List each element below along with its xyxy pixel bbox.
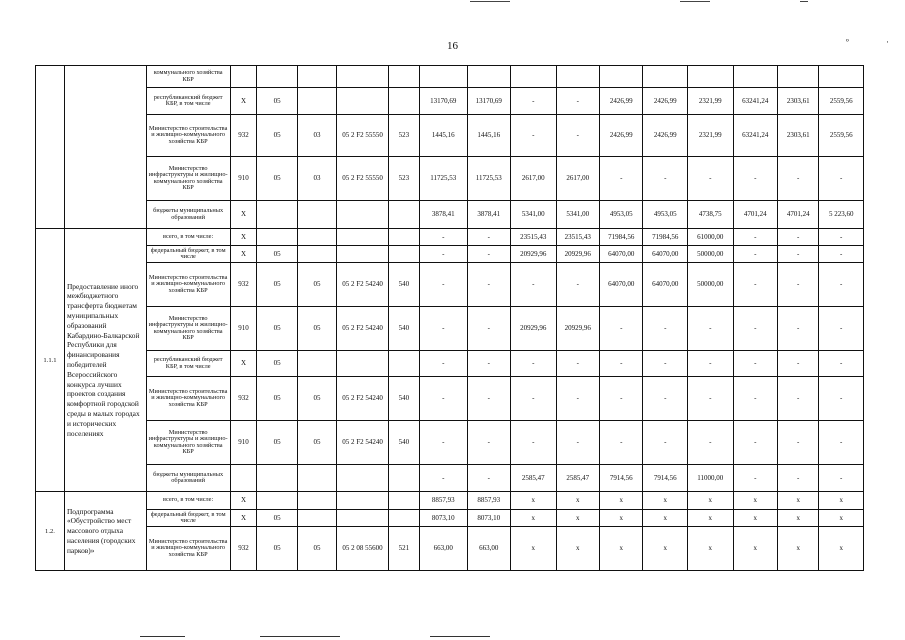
cell: - [556, 88, 599, 115]
cell: X [230, 201, 257, 229]
cell: 2426,99 [643, 115, 688, 157]
cell: 2559,56 [819, 115, 864, 157]
cell: 2303,61 [778, 115, 819, 157]
cell: - [643, 377, 688, 421]
funding-source-cell: Министерство строительства и жилищно-коммунального хозяйства КБР [146, 115, 230, 157]
funding-source-cell: Министерство строительства и жилищно-коммунального хозяйства КБР [146, 527, 230, 571]
cell: 05 2 F2 54240 [337, 377, 389, 421]
cell: 523 [388, 115, 419, 157]
cell: 8073,10 [467, 510, 510, 527]
cell [297, 351, 336, 377]
cell [337, 510, 389, 527]
cell: - [733, 377, 778, 421]
cell [297, 510, 336, 527]
cell: - [600, 421, 643, 465]
cell: - [419, 351, 467, 377]
cell: 05 2 F2 54240 [337, 307, 389, 351]
index-cell [36, 66, 65, 229]
table-row [36, 510, 864, 527]
table-row [36, 307, 864, 351]
table-row [36, 421, 864, 465]
cell: - [643, 421, 688, 465]
cell: - [511, 88, 557, 115]
cell: 20929,96 [511, 246, 557, 263]
funding-source-cell: всего, в том числе: [146, 492, 230, 510]
top-scan-rule-3 [800, 1, 808, 2]
cell: - [733, 351, 778, 377]
top-scan-rule-2 [680, 1, 710, 2]
cell: X [230, 88, 257, 115]
cell: 4701,24 [733, 201, 778, 229]
cell: - [556, 115, 599, 157]
cell: x [600, 492, 643, 510]
cell: 2426,99 [600, 115, 643, 157]
cell: - [467, 263, 510, 307]
table-row [36, 88, 864, 115]
table-row [36, 465, 864, 492]
cell: - [733, 421, 778, 465]
corner-mark: · [886, 37, 889, 47]
cell: 05 2 F2 54240 [337, 421, 389, 465]
table-body [36, 66, 864, 571]
program-name: Предоставление иного межбюджетного трансферта бюджетам муниципальных образований Кабардино-Балкарской Республики для финансирования победителей Всероссийского конкурса лучших проектов создания комфортной городской среды в малых городах и исторических поселениях [64, 229, 146, 492]
cell: x [643, 527, 688, 571]
cell: - [819, 307, 864, 351]
cell: x [819, 527, 864, 571]
cell [337, 201, 389, 229]
cell [388, 201, 419, 229]
cell: 71984,56 [600, 229, 643, 246]
cell: - [467, 377, 510, 421]
funding-source-cell: Министерство инфраструктуры и жилищно-коммунального хозяйства КБР [146, 307, 230, 351]
cell: 2585,47 [511, 465, 557, 492]
cell [297, 201, 336, 229]
cell: 05 [257, 510, 297, 527]
cell [297, 246, 336, 263]
table-row [36, 115, 864, 157]
cell [230, 465, 257, 492]
cell: x [600, 510, 643, 527]
cell: - [467, 229, 510, 246]
funding-source-cell: всего, в том числе: [146, 229, 230, 246]
cell: - [733, 229, 778, 246]
cell: 20929,96 [556, 246, 599, 263]
cell [388, 465, 419, 492]
cell: - [467, 465, 510, 492]
table-row [36, 201, 864, 229]
funding-source-cell: бюджеты муниципальных образований [146, 201, 230, 229]
cell: x [819, 510, 864, 527]
cell [388, 88, 419, 115]
table-row [36, 527, 864, 571]
cell: - [819, 229, 864, 246]
cell: 2426,99 [643, 88, 688, 115]
cell: - [419, 263, 467, 307]
cell: 5 223,60 [819, 201, 864, 229]
cell: - [600, 157, 643, 201]
cell: 3878,41 [419, 201, 467, 229]
cell: x [733, 492, 778, 510]
cell: 3878,41 [467, 201, 510, 229]
cell: 932 [230, 263, 257, 307]
cell: - [600, 351, 643, 377]
cell: - [511, 263, 557, 307]
cell [337, 246, 389, 263]
cell: 932 [230, 527, 257, 571]
cell: x [778, 492, 819, 510]
cell: 05 [297, 527, 336, 571]
funding-source-cell: Министерство инфраструктуры и жилищно-коммунального хозяйства КБР [146, 421, 230, 465]
cell: - [419, 307, 467, 351]
cell: 11725,53 [419, 157, 467, 201]
cell [337, 88, 389, 115]
cell: - [511, 115, 557, 157]
cell: x [733, 527, 778, 571]
cell [297, 88, 336, 115]
cell: 663,00 [419, 527, 467, 571]
cell: - [511, 377, 557, 421]
cell [337, 229, 389, 246]
cell: 05 [297, 421, 336, 465]
funding-source-cell: федеральный бюджет, в том числе [146, 246, 230, 263]
cell: 05 [257, 115, 297, 157]
funding-source-cell: республиканский бюджет КБР, в том числе [146, 88, 230, 115]
page-number: 16 [447, 40, 458, 52]
funding-source-cell: республиканский бюджет КБР, в том числе [146, 351, 230, 377]
cell: 23515,43 [511, 229, 557, 246]
cell: - [600, 377, 643, 421]
cell [337, 351, 389, 377]
cell: x [643, 492, 688, 510]
cell: - [733, 246, 778, 263]
cell: 932 [230, 115, 257, 157]
cell: 5341,00 [511, 201, 557, 229]
cell: - [733, 263, 778, 307]
row-index: 1.1.1 [36, 229, 65, 492]
cell: - [687, 421, 733, 465]
cell: - [556, 351, 599, 377]
cell: - [419, 229, 467, 246]
program-name: Подпрограмма «Обустройство мест массового отдыха населения (городских парков)» [64, 492, 146, 571]
cell: 2303,61 [778, 88, 819, 115]
cell: 05 2 08 55600 [337, 527, 389, 571]
cell: x [556, 527, 599, 571]
bottom-scan-rule-3 [430, 636, 490, 637]
cell: 932 [230, 377, 257, 421]
cell: - [778, 229, 819, 246]
cell [388, 246, 419, 263]
cell: 05 [257, 88, 297, 115]
cell: 8857,93 [419, 492, 467, 510]
cell: - [733, 465, 778, 492]
table-row [36, 351, 864, 377]
cell [297, 492, 336, 510]
cell: - [600, 307, 643, 351]
cell: X [230, 246, 257, 263]
cell: 20929,96 [511, 307, 557, 351]
cell: 7914,56 [600, 465, 643, 492]
cell: 540 [388, 307, 419, 351]
cell [337, 465, 389, 492]
cell: 540 [388, 377, 419, 421]
cell: 05 [297, 263, 336, 307]
cell: 7914,56 [643, 465, 688, 492]
cell: x [600, 527, 643, 571]
cell: - [419, 421, 467, 465]
cell: 4953,05 [600, 201, 643, 229]
cell: - [778, 246, 819, 263]
cell: - [467, 246, 510, 263]
cell: - [556, 421, 599, 465]
cell: 2559,56 [819, 88, 864, 115]
cell: - [687, 307, 733, 351]
cell: 1445,16 [467, 115, 510, 157]
cell: - [778, 377, 819, 421]
cell: 71984,56 [643, 229, 688, 246]
cell [297, 229, 336, 246]
cell: 50000,00 [687, 263, 733, 307]
cell: - [687, 377, 733, 421]
corner-mark: º [846, 37, 849, 47]
cell: 8857,93 [467, 492, 510, 510]
cell: - [419, 246, 467, 263]
cell: 910 [230, 307, 257, 351]
cell: 13170,69 [419, 88, 467, 115]
funding-source-cell: федеральный бюджет, в том числе [146, 510, 230, 527]
cell: 4738,75 [687, 201, 733, 229]
bottom-scan-rule-2 [260, 636, 340, 637]
cell: 64070,00 [643, 263, 688, 307]
cell: x [643, 510, 688, 527]
cell: 03 [297, 157, 336, 201]
cell: 05 2 F2 54240 [337, 263, 389, 307]
cell: 61000,00 [687, 229, 733, 246]
cell: - [556, 377, 599, 421]
cell: 05 [297, 307, 336, 351]
table-row [36, 492, 864, 510]
cell: - [687, 157, 733, 201]
cell: x [556, 510, 599, 527]
cell: x [778, 527, 819, 571]
cell: 64070,00 [600, 246, 643, 263]
cell: - [778, 421, 819, 465]
cell: 2321,99 [687, 115, 733, 157]
cell: - [419, 465, 467, 492]
funding-source-cell: Министерство строительства и жилищно-коммунального хозяйства КБР [146, 263, 230, 307]
cell [388, 351, 419, 377]
cell: x [511, 492, 557, 510]
funding-source-cell: Министерство инфраструктуры и жилищно-коммунального хозяйства КБР [146, 157, 230, 201]
cell: 05 [257, 377, 297, 421]
cell: 05 [257, 307, 297, 351]
program-cell [64, 66, 146, 229]
cell [257, 465, 297, 492]
cell: 05 [297, 377, 336, 421]
cell: - [819, 465, 864, 492]
cell: - [643, 307, 688, 351]
table-row [36, 157, 864, 201]
cell [388, 492, 419, 510]
cell: - [643, 351, 688, 377]
cell: 11000,00 [687, 465, 733, 492]
cell: 64070,00 [643, 246, 688, 263]
cell: x [687, 492, 733, 510]
cell: x [511, 527, 557, 571]
cell: 4953,05 [643, 201, 688, 229]
cell: - [819, 157, 864, 201]
cell: X [230, 510, 257, 527]
cell: - [778, 157, 819, 201]
cell: 2617,00 [556, 157, 599, 201]
cell: - [643, 157, 688, 201]
cell [297, 465, 336, 492]
cell: - [778, 351, 819, 377]
cell: 63241,24 [733, 115, 778, 157]
cell [257, 229, 297, 246]
cell: X [230, 229, 257, 246]
row-index: 1.2. [36, 492, 65, 571]
cell: 05 [257, 527, 297, 571]
cell: 20929,96 [556, 307, 599, 351]
table-row [36, 229, 864, 246]
cell: 4701,24 [778, 201, 819, 229]
cell [337, 492, 389, 510]
cell: 05 [257, 263, 297, 307]
cell: x [511, 510, 557, 527]
cell: - [467, 351, 510, 377]
cell: - [778, 263, 819, 307]
cell [388, 229, 419, 246]
cell: X [230, 351, 257, 377]
cell: X [230, 492, 257, 510]
funding-source-cell: коммунального хозяйства КБР [146, 66, 230, 88]
cell: - [511, 351, 557, 377]
cell: x [778, 510, 819, 527]
cell: 05 [257, 351, 297, 377]
cell: 05 [257, 421, 297, 465]
cell: - [467, 307, 510, 351]
cell: 05 2 F2 55550 [337, 157, 389, 201]
cell: - [733, 157, 778, 201]
cell: - [819, 377, 864, 421]
cell: 03 [297, 115, 336, 157]
cell: x [556, 492, 599, 510]
cell: - [687, 351, 733, 377]
cell: 5341,00 [556, 201, 599, 229]
cell: - [419, 377, 467, 421]
cell: 540 [388, 421, 419, 465]
funding-source-cell: бюджеты муниципальных образований [146, 465, 230, 492]
cell: x [819, 492, 864, 510]
cell: 1445,16 [419, 115, 467, 157]
cell: 23515,43 [556, 229, 599, 246]
table-row [36, 263, 864, 307]
cell: 523 [388, 157, 419, 201]
bottom-scan-rule [140, 636, 185, 637]
table-row [36, 246, 864, 263]
cell: - [819, 351, 864, 377]
cell: 2321,99 [687, 88, 733, 115]
cell: - [819, 263, 864, 307]
cell: 910 [230, 157, 257, 201]
cell: 13170,69 [467, 88, 510, 115]
cell: 910 [230, 421, 257, 465]
cell: 2426,99 [600, 88, 643, 115]
cell: 05 [257, 246, 297, 263]
cell: - [819, 421, 864, 465]
table-row [36, 377, 864, 421]
cell: x [687, 527, 733, 571]
cell: - [819, 246, 864, 263]
cell: 64070,00 [600, 263, 643, 307]
funding-source-cell: Министерство строительства и жилищно-коммунального хозяйства КБР [146, 377, 230, 421]
cell: 05 [257, 157, 297, 201]
cell: x [687, 510, 733, 527]
cell [388, 510, 419, 527]
top-scan-rule [470, 1, 510, 2]
budget-table [35, 65, 864, 571]
cell: - [733, 307, 778, 351]
cell: - [778, 307, 819, 351]
cell [257, 492, 297, 510]
cell: 63241,24 [733, 88, 778, 115]
cell: - [778, 465, 819, 492]
cell: 2585,47 [556, 465, 599, 492]
cell: x [733, 510, 778, 527]
cell: - [511, 421, 557, 465]
table-row [36, 66, 864, 88]
cell: 540 [388, 263, 419, 307]
cell [257, 201, 297, 229]
cell: 11725,53 [467, 157, 510, 201]
cell: 663,00 [467, 527, 510, 571]
cell: 2617,00 [511, 157, 557, 201]
cell: - [556, 263, 599, 307]
cell: 05 2 F2 55550 [337, 115, 389, 157]
cell: 50000,00 [687, 246, 733, 263]
cell: 8073,10 [419, 510, 467, 527]
cell: 521 [388, 527, 419, 571]
cell: - [467, 421, 510, 465]
